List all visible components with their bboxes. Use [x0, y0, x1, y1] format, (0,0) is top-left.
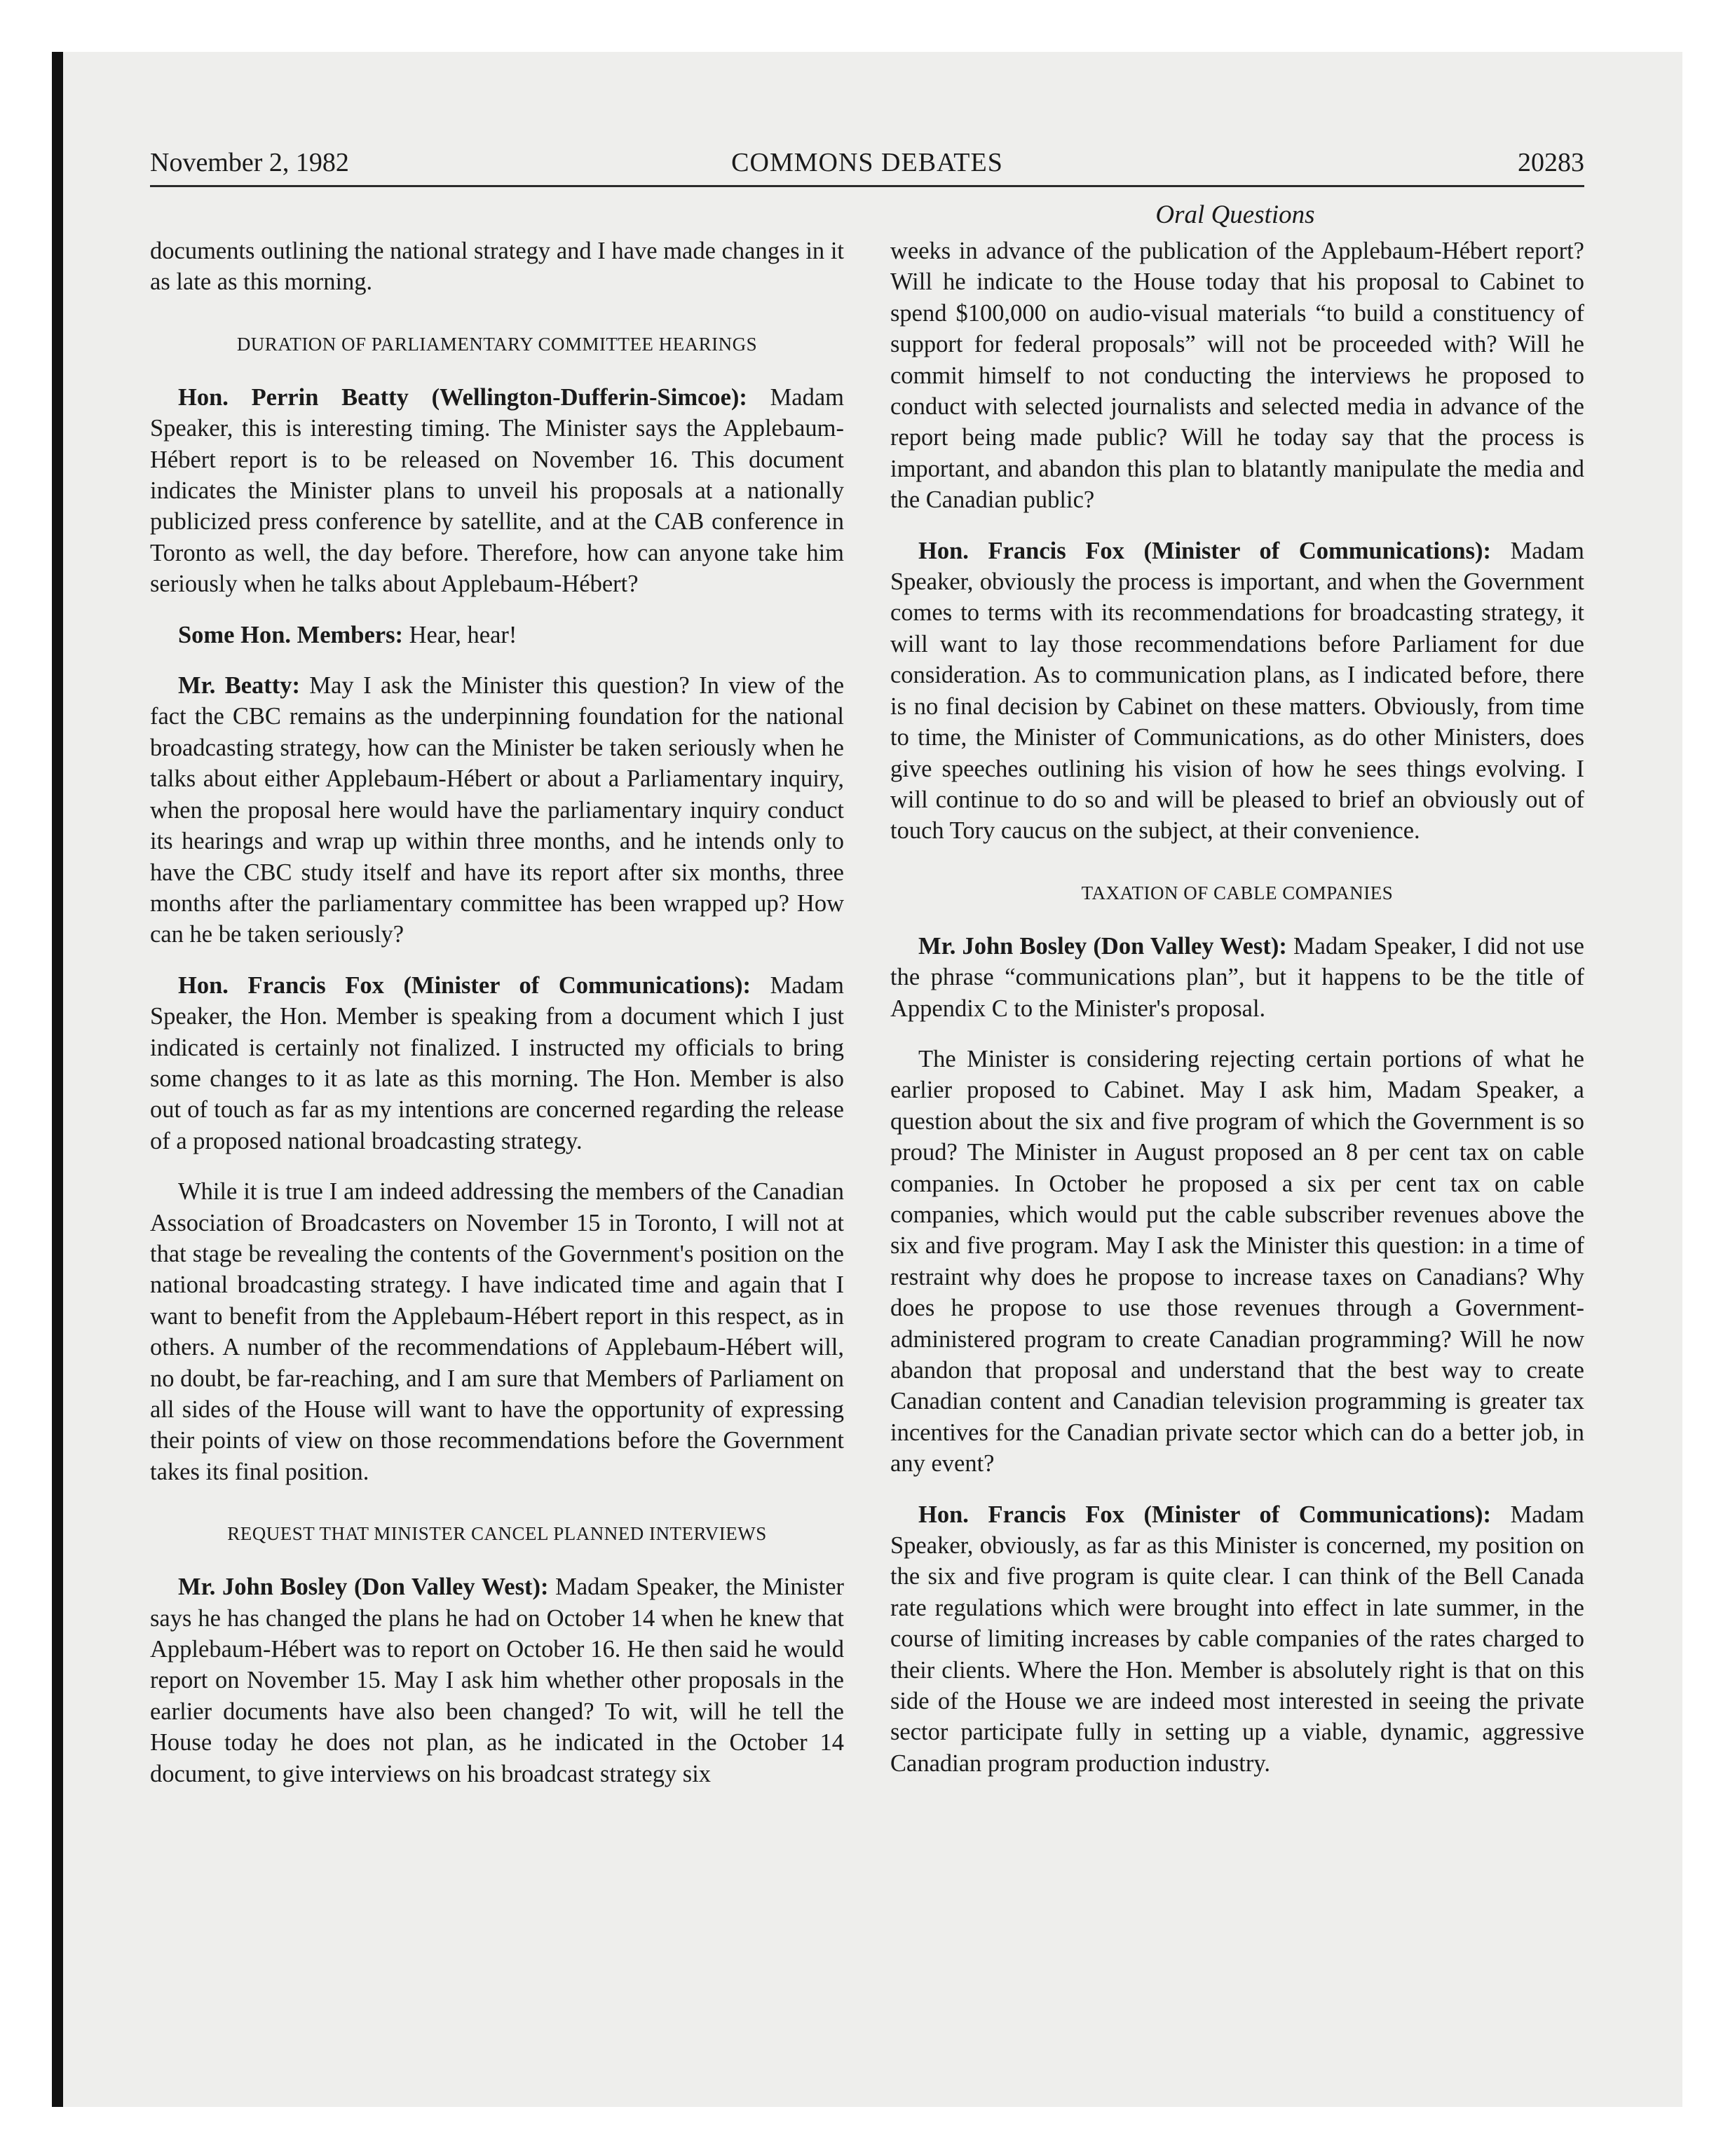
speech-text: Madam Speaker, the Hon. Member is speaking from a document which I just indicated is certainly not finalized. I instructed my officials to bring some changes to it as late as this morning. The Hon. Member is also out of touch as far as my intentions are concerned regarding the release of a proposed national broadcasting strategy.: [150, 971, 844, 1154]
paragraph: [890, 535, 1584, 847]
speech-text: Madam Speaker, the Minister says he has changed the plans he had on October 14 when he knew that Applebaum-Hébert was to report on October 16. He then said he would report on November 15. May I ask him whether other proposals in the earlier documents have also been changed? To wit, will he tell the House today he does not plan, as he indicated in the October 14 document, to give interviews on his broadcast strategy six: [150, 1574, 844, 1787]
section-heading: TAXATION OF CABLE COMPANIES: [1081, 882, 1394, 903]
speech-text: Madam Speaker, I did not use the phrase “communications plan”, but it happens to be the title of Appendix C to the Minister's proposal.: [890, 932, 1584, 1022]
speaker-name: Some Hon. Members:: [178, 621, 403, 648]
paragraph: [150, 670, 844, 950]
paragraph: weeks in advance of the publication of the Applebaum-Hébert report? Will he indicate to the House today that his proposal to Cabinet to spend $100,000 on audio-visual materials “to build a constituency of support for federal proposals” will not be proceeded with? Will he commit himself to not conducting the interviews he proposed to conduct with selected journalists and selected media in advance of the report being made public? Will he today say that the process is important, and abandon this plan to blatantly manipulate the media and the Canadian public?: [890, 238, 1584, 514]
paragraph: documents outlining the national strategy and I have made changes in it as late as this morning.: [150, 238, 844, 296]
paragraph: While it is true I am indeed addressing the members of the Canadian Association of Broadcasters on November 15 in Toronto, I will not at that stage be revealing the contents of the Government's position on the national broadcasting strategy. I have indicated time and again that I want to benefit from the Applebaum-Hébert report in this respect, as in others. A number of the recommendations of Applebaum-Hébert will, no doubt, be far-reaching, and I am sure that Members of Parliament on all sides of the House will want to have the opportunity of expressing their points of view on those recommendations before the Government takes its final position.: [150, 1178, 844, 1485]
speech-text: Hear, hear!: [402, 621, 517, 648]
paragraph: [890, 1499, 1584, 1780]
paragraph: [890, 931, 1584, 1024]
section-label: Oral Questions: [1155, 200, 1315, 229]
page-header: [150, 143, 1584, 182]
speech-text: Madam Speaker, obviously, as far as this Minister is concerned, my position on the six and five program is quite clear. I can think of the Bell Canada rate regulations which were brought into effect in late summer, in the course of limiting increases by cable companies of the rates charged to their clients. Where the Hon. Member is absolutely right is that on this side of the House we are indeed most interested in seeing the private sector participate fully in setting up a viable, dynamic, aggressive Canadian program production industry.: [890, 1501, 1584, 1777]
left-column: [150, 236, 844, 1789]
paragraph: The Minister is considering rejecting certain portions of what he earlier proposed to Cabinet. May I ask him, Madam Speaker, a question about the six and five program of which the Government is so proud? The Minister in August proposed an 8 per cent tax on cable companies. In October he proposed a six per cent tax on cable companies, which would put the cable subscriber revenues above the six and five program. May I ask the Minister this question: in a time of restraint why does he propose to increase taxes on Canadians? Why does he propose to use those revenues through a Government-administered program to create Canadian programming? Will he now abandon that proposal and understand that the best way to create Canadian content and Canadian television programming is greater tax incentives for the Canadian private sector which can do a better job, in any event?: [890, 1045, 1584, 1478]
right-column: [890, 236, 1584, 1779]
binding-edge: [52, 52, 63, 2107]
speaker-name: Mr. John Bosley (Don Valley West):: [918, 932, 1287, 960]
section-heading: DURATION OF PARLIAMENTARY COMMITTEE HEARINGS: [236, 333, 758, 355]
header-page-number: 20283: [1518, 148, 1584, 177]
speaker-name: Hon. Francis Fox (Minister of Communications):: [918, 537, 1491, 564]
speaker-name: Mr. John Bosley (Don Valley West):: [178, 1574, 549, 1601]
paragraph: [150, 382, 844, 600]
speaker-name: Mr. Beatty:: [178, 672, 301, 700]
paragraph: [150, 620, 844, 650]
header-title: COMMONS DEBATES: [731, 148, 1003, 177]
speech-text: Madam Speaker, this is interesting timing. The Minister says the Applebaum-Hébert report is to be released on November 16. This document indicates the Minister plans to unveil his proposals at a nationally publicized press conference by satellite, and at the CAB conference in Toronto as well, the day before. Therefore, how can anyone take him seriously when he talks about Applebaum-Hébert?: [150, 383, 844, 598]
speaker-name: Hon. Francis Fox (Minister of Communications):: [178, 971, 751, 999]
section-heading: REQUEST THAT MINISTER CANCEL PLANNED INTERVIEWS: [227, 1523, 767, 1545]
speech-text: Madam Speaker, obviously the process is important, and when the Government comes to terms with its recommendations for broadcasting strategy, it will want to lay those recommendations before Parliament for due consideration. As to communication plans, as I indicated before, there is no final decision by Cabinet on these matters. Obviously, from time to time, the Minister of Communications, as do other Ministers, does give speeches outlining his vision of how he sees things evolving. I will continue to do so and will be pleased to brief an obviously out of touch Tory caucus on the subject, at their convenience.: [890, 537, 1584, 845]
speech-text: May I ask the Minister this question? In view of the fact the CBC remains as the underpinning foundation for the national broadcasting strategy, how can the Minister be taken seriously when he talks about either Applebaum-Hébert or about a Parliamentary inquiry, when the proposal here would have the parliamentary inquiry conduct its hearings and wrap up within three months, and he intends only to have the CBC study itself and have its report after six months, three months after the parliamentary committee has been wrapped up? How can he be taken seriously?: [150, 672, 845, 948]
header-rule: [150, 185, 1584, 187]
speaker-name: Hon. Francis Fox (Minister of Communications):: [918, 1501, 1491, 1528]
header-date: November 2, 1982: [150, 148, 349, 177]
speaker-name: Hon. Perrin Beatty (Wellington-Dufferin-Simcoe):: [178, 383, 747, 411]
paragraph: [150, 970, 844, 1157]
paragraph: [150, 1571, 844, 1789]
scanned-page: [52, 52, 1682, 2107]
